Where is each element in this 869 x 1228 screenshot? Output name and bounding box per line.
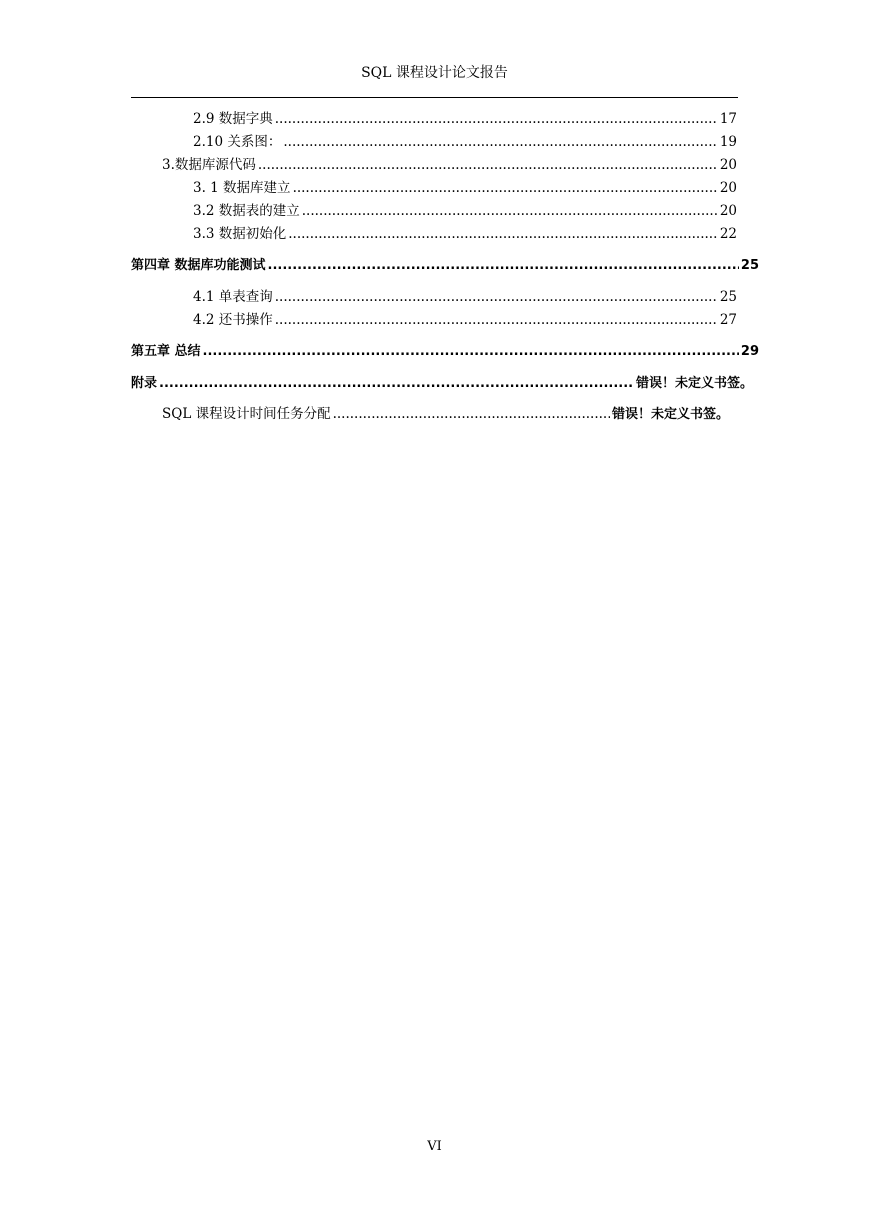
toc-leader [333,406,610,422]
toc-entry-label: 3.3 数据初始化 [193,226,287,242]
toc-entry-page-error: 错误！未定义书签。 [611,407,729,422]
toc-entry[interactable] [193,130,737,150]
toc-entry[interactable] [162,402,729,422]
toc-entry-page: 29 [740,344,759,359]
page-number: VI [427,1139,442,1154]
toc-leader [302,203,718,219]
toc-chapter-entry[interactable] [131,372,753,391]
toc-entry-label: 附录 [131,376,158,391]
running-header-title: SQL 课程设计论文报告 [361,65,508,81]
toc-entry-page: 20 [719,203,737,219]
toc-leader [258,157,718,173]
toc-entry-page: 27 [719,312,737,328]
toc-entry[interactable] [193,107,737,127]
toc-entry-page: 25 [740,258,759,273]
toc-leader [293,180,718,196]
toc-entry[interactable] [193,199,737,219]
toc-leader [288,226,718,242]
toc-entry-page: 20 [719,180,737,196]
toc-entry-label: 第五章 总结 [131,344,201,359]
toc-entry-page: 19 [719,134,737,150]
toc-entry-page-error: 错误！未定义书签。 [635,376,753,391]
toc-chapter-entry[interactable] [131,340,759,359]
toc-entry[interactable] [193,308,737,328]
toc-entry-label: 3.数据库源代码 [162,157,256,173]
toc-entry-label: 3. 1 数据库建立 [193,180,291,196]
toc-entry-label: 4.1 单表查询 [193,289,273,305]
toc-entry[interactable] [193,285,737,305]
toc-leader [203,344,739,359]
toc-chapter-entry[interactable] [131,254,759,273]
toc-entry-page: 22 [719,226,737,242]
toc-entry[interactable] [162,153,737,173]
toc-leader [275,289,718,305]
toc-entry-label: 3.2 数据表的建立 [193,203,300,219]
toc-entry-label: SQL 课程设计时间任务分配 [162,406,331,422]
toc-leader [275,111,718,127]
toc-entry-page: 20 [719,157,737,173]
toc-leader [268,258,739,273]
toc-entry-label: 2.10 关系图： [193,134,282,150]
toc-entry[interactable] [193,176,737,196]
toc-entry-page: 25 [719,289,737,305]
toc-leader [283,134,717,150]
toc-leader [275,312,718,328]
toc-entry-label: 2.9 数据字典 [193,111,273,127]
toc-entry-label: 4.2 还书操作 [193,312,273,328]
toc-entry[interactable] [193,222,737,242]
toc-entry-page: 17 [719,111,737,127]
toc-leader [159,376,634,391]
toc-entry-label: 第四章 数据库功能测试 [131,258,266,273]
